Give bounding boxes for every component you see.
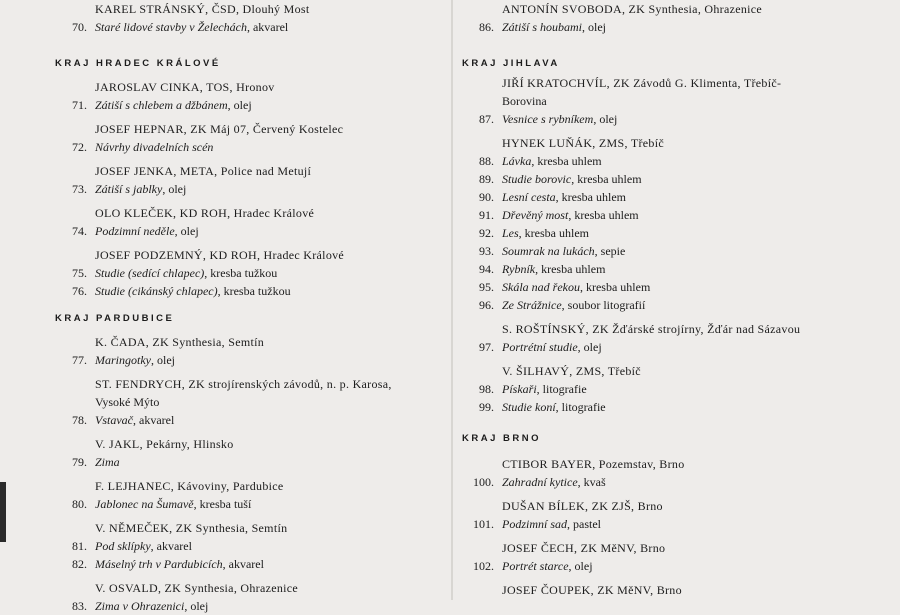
entry-medium: , pastel	[567, 517, 602, 531]
catalogue-entry	[55, 138, 344, 156]
entry-medium: , olej	[162, 182, 187, 196]
artist-name: JOSEF HEPNAR	[95, 122, 184, 136]
entry-title: Soumrak na lukách	[502, 244, 595, 258]
entry-title: Studie (sedící chlapec)	[95, 266, 205, 280]
artist-line	[55, 246, 344, 264]
artist-line	[462, 455, 685, 473]
entry-body	[502, 242, 625, 260]
entry-medium: , kresba uhlem	[579, 280, 651, 294]
artist-organisation: , ZK MěNV, Brno	[590, 583, 682, 597]
entry-number: 82.	[72, 557, 87, 571]
entry-medium: , akvarel	[246, 20, 289, 34]
artist-organisation: , ZK Máj 07, Červený Kostelec	[183, 122, 344, 136]
entry-body	[502, 515, 601, 533]
entry-title: Zátiší s jablky	[95, 182, 163, 196]
artist-organisation: , Pekárny, Hlinsko	[139, 437, 234, 451]
pardubice-list	[55, 333, 392, 615]
artist-organisation: , ZMS, Třebíč	[569, 364, 641, 378]
entry-number: 94.	[479, 262, 494, 276]
entry-title: Portrétní studie	[502, 340, 578, 354]
artist-line	[55, 120, 344, 138]
artist-organisation: , ZK ZJŠ, Brno	[584, 499, 663, 513]
catalogue-entry	[55, 222, 344, 240]
entry-number: 73.	[72, 182, 87, 196]
entry-title: Dřevěný most	[502, 208, 569, 222]
artist-line	[55, 333, 392, 351]
region-heading-jihlava: KRAJ JIHLAVA	[462, 58, 560, 69]
entry-title: Lávka	[502, 154, 532, 168]
artist-organisation: , ZK Žďárské strojírny, Žďár nad Sázavou	[585, 322, 801, 336]
catalogue-entry	[462, 224, 800, 242]
artist-line	[462, 320, 800, 338]
entry-medium: , akvarel	[150, 539, 192, 553]
entry-medium: , kresba uhlem	[568, 208, 639, 222]
entry-body	[502, 206, 639, 224]
entry-title: Maringotky	[95, 353, 151, 367]
entry-title: Zátiší s houbami	[502, 20, 583, 34]
entry-title: Podzimní sad	[502, 517, 568, 531]
entry-title: Zátiší s chlebem a džbánem	[95, 98, 228, 112]
artist-name: JOSEF ČECH	[502, 541, 575, 555]
entry-medium: , kresba tužkou	[217, 284, 291, 298]
catalogue-entry	[462, 338, 800, 356]
entry-body	[95, 222, 199, 240]
artist-line	[55, 204, 344, 222]
artist-line	[462, 581, 685, 599]
entry-body	[95, 537, 192, 555]
entry-title: Jablonec na Šumavě	[95, 497, 194, 511]
entry-title: Skála nad řekou	[502, 280, 580, 294]
entry-body	[95, 495, 251, 513]
artist-name: V. OSVALD	[95, 581, 158, 595]
artist-name: OLO KLEČEK	[95, 206, 173, 220]
artist-name: CTIBOR BAYER	[502, 457, 593, 471]
entry-medium: , kresba tuší	[193, 497, 252, 511]
artist-organisation: , ZK MěNV, Brno	[574, 541, 666, 555]
entry-title: Zima v Ohrazenici	[95, 599, 185, 613]
entry-title: Máselný trh v Pardubicích	[95, 557, 223, 571]
entry-number: 91.	[479, 208, 494, 222]
catalogue-entry	[462, 398, 800, 416]
entry-body	[95, 138, 213, 156]
artist-line-continued: Borovina	[502, 94, 547, 108]
catalogue-entry	[462, 188, 800, 206]
entry-medium: , olej	[568, 559, 593, 573]
catalogue-entry	[462, 557, 685, 575]
catalogue-entry	[462, 152, 800, 170]
catalogue-entry	[462, 260, 800, 278]
artist-organisation: , TOS, Hronov	[199, 80, 275, 94]
artist-organisation: , META, Police nad Metují	[173, 164, 312, 178]
catalogue-entry	[55, 282, 344, 300]
artist-name: ST. FENDRYCH	[95, 377, 182, 391]
entry-medium: , kresba uhlem	[518, 226, 589, 240]
catalogue-entry	[462, 380, 800, 398]
entry-body	[95, 411, 174, 429]
entry-number: 100.	[473, 475, 494, 489]
entry-number: 90.	[479, 190, 494, 204]
entry-title: Návrhy divadelních scén	[95, 140, 214, 154]
catalogue-entry	[462, 242, 800, 260]
artist-name: JOSEF PODZEMNÝ	[95, 248, 203, 262]
region-heading-hradec-kralove: KRAJ HRADEC KRÁLOVÉ	[55, 58, 221, 69]
entry-number: 80.	[72, 497, 87, 511]
artist-organisation: , ZK Synthesia, Ohrazenice	[621, 2, 763, 16]
entry-title: Studie koní	[502, 400, 556, 414]
entry-title: Zima	[95, 455, 120, 469]
artist-name: K. ČADA	[95, 335, 146, 349]
entry-title: Pískaři	[502, 382, 537, 396]
catalogue-entry	[55, 96, 344, 114]
jihlava-list	[462, 74, 800, 416]
entry-medium: , olej	[184, 599, 209, 613]
entry-medium: , akvarel	[133, 413, 175, 427]
artist-name: JIŘÍ KRATOCHVÍL	[502, 76, 607, 90]
entry-number: 81.	[72, 539, 87, 553]
catalogue-entry	[55, 537, 392, 555]
entry-medium: , olej	[593, 112, 618, 126]
catalogue-entry	[55, 264, 344, 282]
entry-title: Portrét starce	[502, 559, 569, 573]
entry-body	[95, 180, 186, 198]
entry-title: Studie borovic	[502, 172, 572, 186]
artist-line	[55, 0, 310, 18]
artist-line	[55, 162, 344, 180]
artist-name: JOSEF JENKA	[95, 164, 174, 178]
entry-medium: , olej	[151, 353, 175, 367]
entry-number: 92.	[479, 226, 494, 240]
entry-number: 79.	[72, 455, 87, 469]
catalogue-entry	[55, 495, 392, 513]
entry-medium: , kresba tužkou	[204, 266, 278, 280]
entry-number: 77.	[72, 353, 87, 367]
entry-medium: , kresba uhlem	[535, 262, 606, 276]
entry-title: Studie (cikánský chlapec)	[95, 284, 218, 298]
entry-number: 99.	[479, 400, 494, 414]
artist-line	[462, 497, 685, 515]
right-top-list	[462, 0, 762, 36]
entry-body	[95, 453, 120, 471]
entry-title: Podzimní neděle	[95, 224, 175, 238]
artist-organisation: , ZK Synthesia, Ohrazenice	[157, 581, 299, 595]
entry-title: Zahradní kytice	[502, 475, 578, 489]
artist-organisation: , KD ROH, Hradec Králové	[202, 248, 345, 262]
entry-body	[502, 398, 606, 416]
region-heading-brno: KRAJ BRNO	[462, 433, 541, 444]
entry-number: 89.	[479, 172, 494, 186]
entry-number: 72.	[72, 140, 87, 154]
entry-number: 98.	[479, 382, 494, 396]
entry-title: Rybník	[502, 262, 536, 276]
artist-organisation: , KD ROH, Hradec Králové	[173, 206, 315, 220]
artist-name: S. ROŠTÍNSKÝ	[502, 322, 586, 336]
entry-number: 93.	[479, 244, 494, 258]
artist-line	[55, 579, 392, 597]
entry-title: Les	[502, 226, 519, 240]
artist-line	[462, 134, 800, 152]
catalogue-entry	[462, 515, 685, 533]
catalogue-entry	[55, 351, 392, 369]
left-top-list	[55, 0, 310, 36]
entry-body	[502, 188, 626, 206]
entry-body	[502, 152, 602, 170]
entry-body	[502, 338, 602, 356]
catalogue-entry	[462, 296, 800, 314]
artist-line	[462, 74, 800, 92]
entry-number: 87.	[479, 112, 494, 126]
entry-body	[502, 278, 650, 296]
entry-medium: , olej	[174, 224, 199, 238]
entry-number: 74.	[72, 224, 87, 238]
artist-line	[462, 539, 685, 557]
catalogue-entry	[462, 170, 800, 188]
entry-body	[95, 264, 277, 282]
entry-body	[95, 96, 252, 114]
artist-name: V. JAKL	[95, 437, 140, 451]
entry-number: 71.	[72, 98, 87, 112]
entry-medium: , kresba uhlem	[531, 154, 602, 168]
hradec-kralove-list	[55, 78, 344, 300]
entry-medium: , kresba uhlem	[555, 190, 626, 204]
artist-organisation: , ZK strojírenských závodů, n. p. Karosa,	[181, 377, 392, 391]
catalogue-entry	[462, 206, 800, 224]
entry-body	[502, 557, 593, 575]
entry-medium: , akvarel	[222, 557, 264, 571]
entry-number: 86.	[479, 20, 494, 34]
entry-medium: , olej	[577, 340, 602, 354]
page-gutter	[451, 0, 453, 600]
entry-number: 102.	[473, 559, 494, 573]
entry-medium: , olej	[227, 98, 252, 112]
entry-body	[502, 473, 606, 491]
entry-body	[95, 351, 175, 369]
artist-name: KAREL STRÁNSKÝ	[95, 2, 206, 16]
entry-title: Ze Strážnice	[502, 298, 562, 312]
artist-organisation: , Pozemstav, Brno	[592, 457, 685, 471]
artist-name: F. LEJHANEC	[95, 479, 171, 493]
entry-body	[502, 260, 605, 278]
artist-name: JAROSLAV CINKA	[95, 80, 200, 94]
entry-title: Staré lidové stavby v Želechách	[95, 20, 247, 34]
page-edge-mark	[0, 482, 6, 542]
entry-number: 95.	[479, 280, 494, 294]
artist-line	[55, 477, 392, 495]
artist-line	[55, 435, 392, 453]
entry-medium: , olej	[582, 20, 607, 34]
entry-number: 70.	[72, 20, 87, 34]
artist-name: HYNEK LUŇÁK	[502, 136, 593, 150]
entry-medium: , soubor litografií	[561, 298, 646, 312]
artist-organisation: , ZK Synthesia, Semtín	[169, 521, 288, 535]
entry-body	[95, 555, 264, 573]
entry-medium: , litografie	[536, 382, 587, 396]
artist-line-continued: Vysoké Mýto	[95, 395, 160, 409]
catalogue-entry	[462, 278, 800, 296]
entry-body	[502, 296, 645, 314]
entry-body	[502, 170, 642, 188]
artist-line	[55, 375, 392, 393]
entry-number: 96.	[479, 298, 494, 312]
catalogue-entry	[462, 18, 762, 36]
catalogue-entry	[55, 453, 392, 471]
catalogue-entry	[462, 473, 685, 491]
entry-number: 97.	[479, 340, 494, 354]
catalogue-entry	[55, 18, 310, 36]
artist-organisation: , ZMS, Třebíč	[592, 136, 664, 150]
brno-list	[462, 455, 685, 599]
artist-organisation: , ZK Synthesia, Semtín	[145, 335, 265, 349]
entry-number: 88.	[479, 154, 494, 168]
entry-medium: , sepie	[594, 244, 626, 258]
artist-organisation: , ČSD, Dlouhý Most	[205, 2, 310, 16]
catalogue-entry	[55, 555, 392, 573]
region-heading-pardubice: KRAJ PARDUBICE	[55, 313, 175, 324]
entry-title: Vstavač	[95, 413, 133, 427]
artist-line	[55, 519, 392, 537]
entry-title: Vesnice s rybníkem	[502, 112, 594, 126]
entry-number: 78.	[72, 413, 87, 427]
artist-line	[462, 0, 762, 18]
entry-medium: , kvaš	[577, 475, 606, 489]
entry-body	[502, 224, 589, 242]
artist-name: DUŠAN BÍLEK	[502, 499, 585, 513]
entry-body	[95, 282, 291, 300]
entry-body	[502, 18, 606, 36]
artist-name: JOSEF ČOUPEK	[502, 583, 591, 597]
artist-name: ANTONÍN SVOBODA	[502, 2, 622, 16]
artist-name: V. ŠILHAVÝ	[502, 364, 570, 378]
artist-organisation: , Kávoviny, Pardubice	[170, 479, 284, 493]
catalogue-entry	[55, 180, 344, 198]
entry-medium: , kresba uhlem	[571, 172, 642, 186]
entry-number: 83.	[72, 599, 87, 613]
catalogue-entry	[55, 411, 392, 429]
entry-number: 75.	[72, 266, 87, 280]
entry-body	[502, 110, 617, 128]
artist-name: V. NĚMEČEK	[95, 521, 170, 535]
artist-line	[462, 362, 800, 380]
entry-title: Pod sklípky	[95, 539, 151, 553]
entry-body	[502, 380, 587, 398]
artist-organisation: , ZK Závodů G. Klimenta, Třebíč-	[606, 76, 782, 90]
entry-number: 101.	[473, 517, 494, 531]
entry-body	[95, 18, 288, 36]
entry-number: 76.	[72, 284, 87, 298]
artist-line	[55, 78, 344, 96]
entry-medium: , litografie	[555, 400, 606, 414]
catalogue-entry	[462, 110, 800, 128]
entry-title: Lesní cesta	[502, 190, 556, 204]
